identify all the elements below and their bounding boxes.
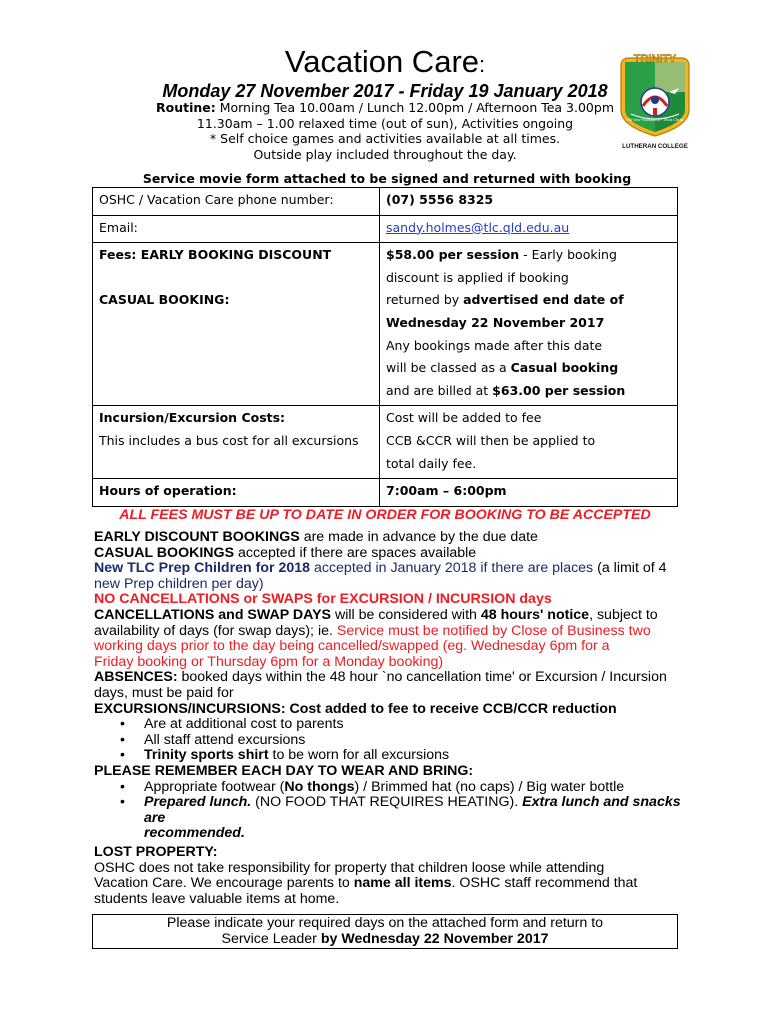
movie-form-note: Service movie form attached to be signed and returned with booking <box>142 171 632 186</box>
phone-value: (07) 5556 8325 <box>386 192 494 207</box>
email-label: Email: <box>99 219 138 235</box>
lost-property: LOST PROPERTY: OSHC does not take responsibility for property that children loose while attending Vacation Care. We encourage parents to name all items. OSHC staff recommend that students leave valuable items at home. <box>94 844 638 907</box>
excursion-list <box>94 717 694 764</box>
table-row <box>93 215 678 243</box>
fees-warning: ALL FEES MUST BE UP TO DATE IN ORDER FOR BOOKING TO BE ACCEPTED <box>119 507 651 523</box>
page-title: Vacation Care: <box>284 44 486 79</box>
booking-rules: EARLY DISCOUNT BOOKINGS are made in advance by the due date CASUAL BOOKINGS accepted if there are spaces available New TLC Prep Children for 2018 accepted in January 2018 if there are places (a limit of 4 new Prep children per day) NO CANCELLATIONS or SWAPS for EXCURSION / INCURSION days CANCELLATIONS and SWAP DAYS will be considered with 48 hours' notice, subject to availability of days (for swap days); ie. Service must be notified by Close of Business two working days prior to the day being cancelled/swapped (eg. Wednesday 6pm for a Friday booking or Thursday 6pm for a Monday booking) ABSENCES: booked days within the 48 hour `no cancellation time' or Excursion / Incursion days, must be paid for EXCURSIONS/INCURSIONS: Cost added to fee to receive CCB/CCR reduction • Are at additional cost to parents • All staff attend excursions • Trinity sports shirt to be worn for all excursions PLEASE REMEMBER EACH DAY TO WEAR AND BRING: • Appropriate footwear (No thongs) / Brimmed hat (no caps) / Big water bottle • Prepared lunch. (NO FOOD THAT REQUIRES HEATING). Extra lunch and snacks are recommended. <box>94 530 694 842</box>
fees-label: Fees: EARLY BOOKING DISCOUNT <box>99 247 332 263</box>
logo-motto: The wise Foundation - Jesus Christ <box>626 117 684 122</box>
incursion-label: Incursion/Excursion Costs: <box>99 410 286 426</box>
return-instructions-box: Please indicate your required days on the attached form and return to Service Leader by Wednesday 22 November 2017 <box>92 914 678 949</box>
routine-info: Routine: Morning Tea 10.00am / Lunch 12.00pm / Afternoon Tea 3.00pm 11.30am – 1.00 relaxed time (out of sun), Activities ongoing * Self choice games and activities available at all times. Outside play included throughout the day. <box>155 100 615 162</box>
remember-list <box>94 780 694 842</box>
fees-details: $58.00 per session - Early booking discount is applied if booking returned by advertised end date of Wednesday 22 November 2017 Any bookings made after this date will be classed as a Casual booking and are billed at $63.00 per session <box>380 243 678 406</box>
list-item: • All staff attend excursions <box>94 733 694 749</box>
date-range: Monday 27 November 2017 - Friday 19 January 2018 <box>162 81 608 101</box>
trinity-college-logo <box>613 52 697 152</box>
table-row <box>93 188 678 216</box>
list-item: • Appropriate footwear (No thongs) / Brimmed hat (no caps) / Big water bottle <box>94 780 694 796</box>
hours-label: Hours of operation: <box>99 483 237 499</box>
table-row <box>93 243 678 406</box>
email-link[interactable]: sandy.holmes@tlc.qld.edu.au <box>386 219 570 235</box>
list-item: • Prepared lunch. (NO FOOD THAT REQUIRES HEATING). Extra lunch and snacks are recommended. <box>94 795 694 842</box>
table-row: Incursion/Excursion Costs: This includes a bus cost for all excursions Cost will be added to fee CCB &CCR will then be applied to total daily fee. <box>93 406 678 479</box>
table-row <box>93 479 678 507</box>
list-item: • Are at additional cost to parents <box>94 717 694 733</box>
logo-name: TRINITY <box>633 53 677 65</box>
logo-college: LUTHERAN COLLEGE <box>622 143 688 150</box>
fees-info-table <box>92 187 678 507</box>
casual-label: CASUAL BOOKING: <box>99 292 230 308</box>
list-item: • Trinity sports shirt to be worn for all excursions <box>94 748 694 764</box>
phone-label: OSHC / Vacation Care phone number: <box>99 192 334 207</box>
hours-value: 7:00am – 6:00pm <box>386 483 507 499</box>
